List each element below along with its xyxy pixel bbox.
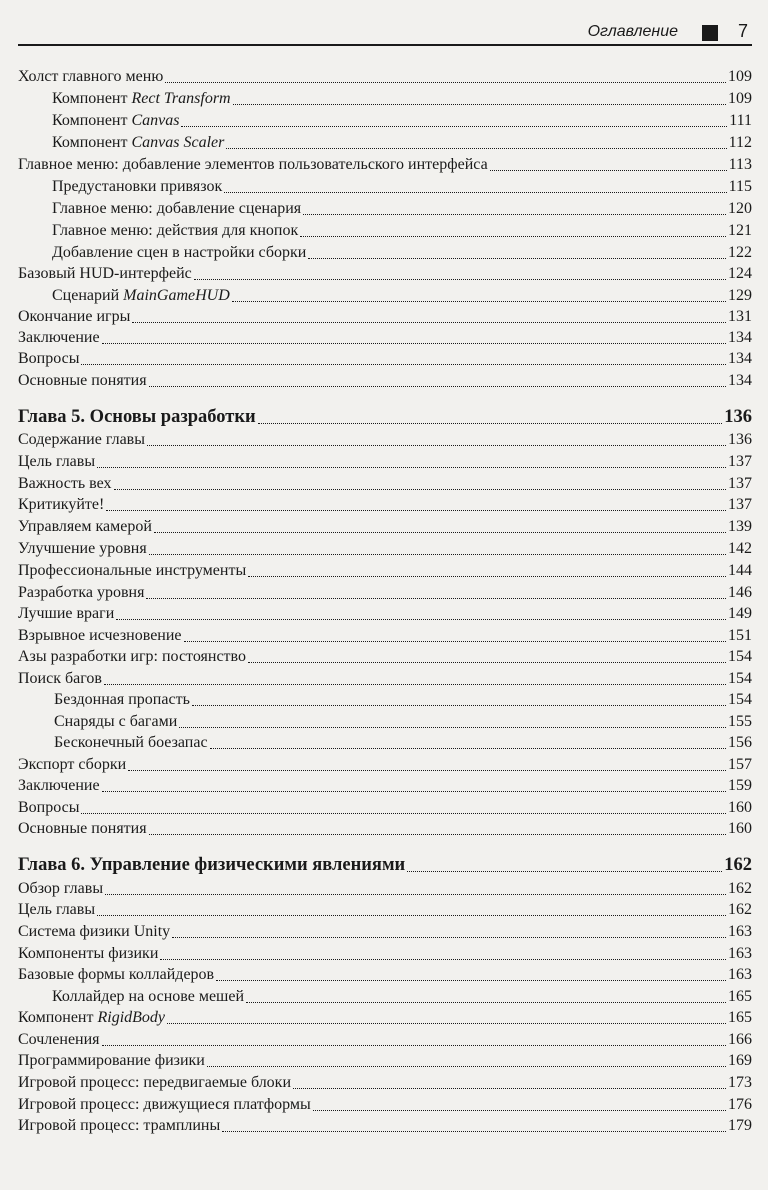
toc-entry-page: 137 [728,475,752,492]
dot-leader [207,1066,726,1067]
dot-leader [184,641,726,642]
toc-entry-label-prefix: Компонент [18,1009,98,1026]
toc-entry [18,494,752,516]
dot-leader [179,727,726,728]
toc-entry-label-italic: RigidBody [97,1009,166,1026]
toc-entry-page: 169 [728,1052,752,1069]
toc-entry-label [18,1007,165,1029]
toc-entry-page: 162 [728,901,752,918]
toc-entry-page: 163 [728,945,752,962]
toc-entry-label: Азы разработки игр: постоянство [18,648,246,665]
toc-entry-page: 165 [728,1009,752,1026]
toc-entry [52,198,752,220]
toc-entry-page: 157 [728,756,752,773]
toc-entry [18,603,752,625]
toc-entry-label: Бездонная пропасть [54,691,190,708]
toc-entry [18,429,752,451]
dot-leader [210,748,726,749]
dot-leader [81,364,726,365]
dot-leader [102,343,726,344]
toc-entry-page: 109 [728,90,752,107]
toc-entry-label: Глава 6. Управление физическими явлениями [18,855,406,875]
toc-entry [18,646,752,668]
toc-entry-label: Вопросы [18,799,80,816]
toc-entry-label-prefix: Компонент [52,112,132,129]
toc-entry-page: 160 [728,820,752,837]
toc-entry-page: 156 [728,734,752,751]
dot-leader [181,126,727,127]
toc-entry-label: Основные понятия [18,372,147,389]
toc-entry-label: Обзор главы [18,880,104,897]
toc-entry-page: 137 [728,453,752,470]
toc-entry-label: Программирование физики [18,1052,205,1069]
dot-leader [192,705,726,706]
toc-entry [18,473,752,495]
toc-entry-label: Экспорт сборки [18,756,127,773]
toc-entry [18,327,752,349]
toc-entry-page: 154 [728,670,752,687]
toc-entry [18,582,752,604]
dot-leader [106,510,726,511]
toc-entry [18,451,752,473]
toc-entry-label: Управляем камерой [18,518,152,535]
toc-entry [18,964,752,986]
toc-entry-label: Поиск багов [18,670,102,687]
toc-entry-label: Система физики Unity [18,923,171,940]
toc-entry-label-prefix: Компонент [52,90,132,107]
toc-entry-label [52,132,224,154]
dot-leader [313,1110,726,1111]
toc-entry [52,176,752,198]
toc-entry-page: 179 [728,1117,752,1134]
toc-entry [18,538,752,560]
toc-entry-label: Коллайдер на основе мешей [52,988,245,1005]
dot-leader [97,915,726,916]
dot-leader [147,445,726,446]
toc-entry-label: Заключение [18,329,100,346]
toc-entry-label: Холст главного меню [18,68,164,85]
toc-entry [18,921,752,943]
toc-entry [52,220,752,242]
toc-entry-page: 136 [724,407,752,427]
toc-entry-label: Цель главы [18,901,96,918]
dot-leader [167,1023,726,1024]
dot-leader [194,279,726,280]
dot-leader [407,871,722,872]
dot-leader [102,791,726,792]
toc-entry [18,775,752,797]
toc-entry-label: Сочленения [18,1031,100,1048]
toc-entry-label: Базовый HUD-интерфейс [18,265,192,282]
toc-chapter-entry [18,853,752,877]
toc-entry-page: 151 [728,627,752,644]
toc-entry-label-prefix: Компонент [52,134,132,151]
toc-entry-page: 163 [728,966,752,983]
toc-entry-page: 154 [728,648,752,665]
toc-entry [18,263,752,285]
toc-entry-label-italic: Canvas [131,112,180,129]
header-page-number: 7 [737,21,748,41]
toc-entry-label: Глава 5. Основы разработки [18,407,256,427]
dot-leader [105,894,726,895]
toc-entry-label: Предустановки привязок [52,178,223,195]
toc-entry [18,66,752,88]
toc-entry [54,689,752,711]
toc-entry-page: 173 [728,1074,752,1091]
header-title: Оглавление [587,23,678,40]
dot-leader [165,82,726,83]
toc-entry-page: 139 [728,518,752,535]
toc-entry [18,1050,752,1072]
toc-entry-page: 124 [728,265,752,282]
toc-chapter-entry [18,405,752,429]
dot-leader [149,554,726,555]
toc-entry-label [52,285,230,307]
toc-entry [52,110,752,132]
dot-leader [303,214,726,215]
dot-leader [248,576,726,577]
toc-entry-label: Окончание игры [18,308,131,325]
toc-entry-label: Главное меню: добавление элементов пользовательского интерфейса [18,156,488,173]
toc-entry-label: Лучшие враги [18,605,115,622]
toc-entry-page: 162 [724,855,752,875]
toc-entry [18,154,752,176]
toc-entry-label-italic: Rect Transform [131,90,231,107]
toc-entry-label: Главное меню: добавление сценария [52,200,302,217]
toc-entry-page: 144 [728,562,752,579]
toc-entry-page: 112 [728,134,752,151]
toc-entry-label-italic: MainGameHUD [123,287,230,304]
toc-entry-page: 131 [728,308,752,325]
toc-entry [18,1094,752,1116]
toc-entry-page: 129 [728,287,752,304]
toc-entry-label: Содержание главы [18,431,145,448]
toc-entry-page: 134 [728,329,752,346]
dot-leader [293,1088,726,1089]
toc-entry [18,668,752,690]
toc-entry [18,797,752,819]
toc-entry [18,560,752,582]
dot-leader [258,423,723,424]
toc-entry-page: 122 [728,244,752,261]
dot-leader [224,192,726,193]
dot-leader [490,170,727,171]
toc-entry-label: Снаряды с багами [54,713,178,730]
toc-entry-page: 115 [728,178,752,195]
toc-entry-label: Взрывное исчезновение [18,627,182,644]
toc-entry-page: 149 [728,605,752,622]
toc-entry-label: Основные понятия [18,820,147,837]
toc-entry [18,943,752,965]
toc-entry-page: 134 [728,372,752,389]
toc-entry-label: Главное меню: действия для кнопок [52,222,299,239]
toc-entry-label: Базовые формы коллайдеров [18,966,215,983]
dot-leader [149,834,726,835]
toc-entry-label: Профессиональные инструменты [18,562,247,579]
toc-entry-label-prefix: Сценарий [52,287,124,304]
toc-entry-page: 136 [728,431,752,448]
toc-entry [52,285,752,307]
toc-entry [18,1115,752,1137]
dot-leader [222,1131,726,1132]
dot-leader [128,770,726,771]
toc-entry [18,754,752,776]
toc-entry [52,132,752,154]
dot-leader [104,684,726,685]
toc-entry-page: 159 [728,777,752,794]
toc-entry-label [52,110,179,132]
toc-entry-page: 109 [728,68,752,85]
dot-leader [102,1045,726,1046]
toc-entry [18,306,752,328]
dot-leader [226,148,726,149]
dot-leader [232,301,726,302]
toc-entry [52,986,752,1008]
dot-leader [146,598,726,599]
toc-entry-page: 134 [728,350,752,367]
toc-entry-page: 154 [728,691,752,708]
toc-entry-label: Важность вех [18,475,112,492]
dot-leader [246,1002,726,1003]
toc-entry-label [52,88,231,110]
toc-entry [18,370,752,392]
toc-entry [54,732,752,754]
toc-entry [54,711,752,733]
toc-entry-page: 121 [728,222,752,239]
toc-entry [18,625,752,647]
toc-entry-label-italic: Canvas Scaler [131,134,225,151]
toc-entry-label: Бесконечный боезапас [54,734,208,751]
toc-entry-page: 163 [728,923,752,940]
dot-leader [81,813,726,814]
toc-entry [18,1029,752,1051]
toc-entry [18,818,752,840]
dot-leader [300,236,726,237]
toc-entry [18,1072,752,1094]
dot-leader [172,937,726,938]
toc-entry-label: Улучшение уровня [18,540,147,557]
dot-leader [132,322,726,323]
toc-entry-page: 137 [728,496,752,513]
toc-entry-label: Игровой процесс: передвигаемые блоки [18,1074,292,1091]
toc-entry-page: 166 [728,1031,752,1048]
dot-leader [160,959,726,960]
toc-entry [18,899,752,921]
toc-entry-page: 120 [728,200,752,217]
dot-leader [116,619,726,620]
toc-entry-label: Компоненты физики [18,945,159,962]
toc-entry-page: 162 [728,880,752,897]
dot-leader [114,489,726,490]
toc-entry-page: 113 [728,156,752,173]
toc-entry-page: 155 [728,713,752,730]
toc-entry-label: Игровой процесс: движущиеся платформы [18,1096,311,1113]
toc-entry [52,242,752,264]
toc-entry-label: Цель главы [18,453,96,470]
toc-entry-label: Добавление сцен в настройки сборки [52,244,307,261]
dot-leader [149,386,726,387]
dot-leader [216,980,726,981]
dot-leader [308,258,726,259]
toc-entry-page: 160 [728,799,752,816]
toc-entry [52,88,752,110]
toc-entry [18,878,752,900]
toc-entry-page: 146 [728,584,752,601]
toc-entry-label: Разработка уровня [18,584,145,601]
dot-leader [154,532,726,533]
dot-leader [233,104,726,105]
toc-entry-label: Игровой процесс: трамплины [18,1117,221,1134]
toc-entry-label: Вопросы [18,350,80,367]
toc-entry-label: Критикуйте! [18,496,105,513]
toc-entry [18,348,752,370]
toc-entry-label: Заключение [18,777,100,794]
dot-leader [248,662,726,663]
toc-entry-page: 165 [728,988,752,1005]
toc-entry-page: 142 [728,540,752,557]
toc-entry [18,516,752,538]
toc-entry-page: 176 [728,1096,752,1113]
toc-entry-page: 111 [729,112,752,129]
toc-entry [18,1007,752,1029]
dot-leader [97,467,726,468]
